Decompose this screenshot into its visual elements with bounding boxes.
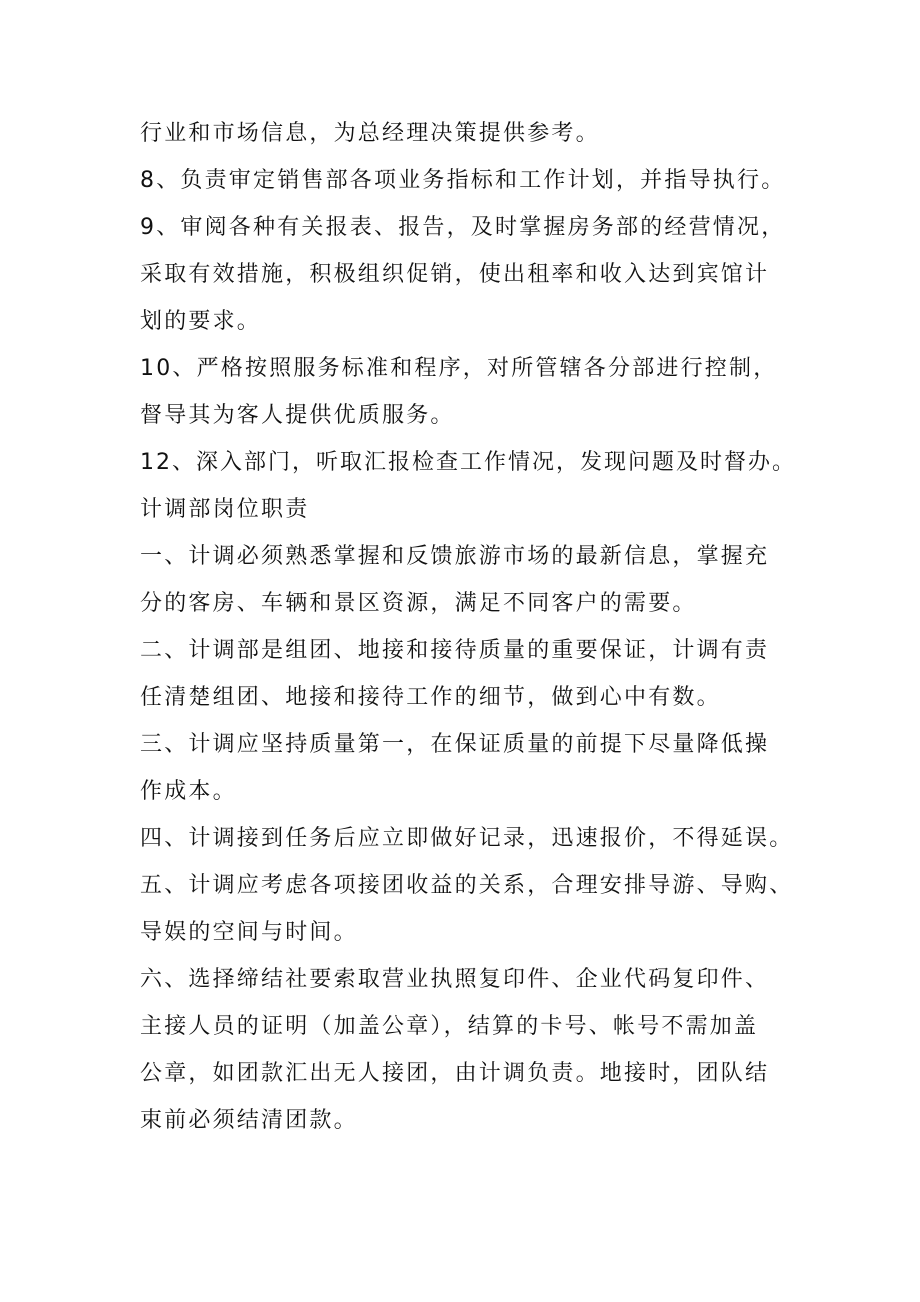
section-heading: 计调部岗位职责: [140, 497, 310, 522]
text-line: 10、严格按照服务标准和程序，对所管辖各分部进行控制，: [140, 356, 778, 381]
text-line: 四、计调接到任务后应立即做好记录，迅速报价，不得延误。: [140, 826, 794, 851]
text-line: 公章，如团款汇出无人接团，由计调负责。地接时，团队结: [140, 1061, 770, 1086]
text-line: 作成本。: [140, 779, 237, 804]
text-line: 9、审阅各种有关报表、报告，及时掌握房务部的经营情况，: [140, 215, 786, 240]
text-line: 五、计调应考虑各项接团收益的关系，合理安排导游、导购、: [140, 873, 794, 898]
text-line: 束前必须结清团款。: [140, 1108, 358, 1133]
text-line: 六、选择缔结社要索取营业执照复印件、企业代码复印件、: [140, 967, 770, 992]
document-body: [140, 110, 800, 1144]
text-line: 二、计调部是组团、地接和接待质量的重要保证，计调有责: [140, 638, 770, 663]
text-line: 主接人员的证明（加盖公章），结算的卡号、帐号不需加盖: [140, 1014, 759, 1039]
text-line: 采取有效措施，积极组织促销，使出租率和收入达到宾馆计: [140, 262, 770, 287]
text-line: 划的要求。: [140, 309, 262, 334]
text-line: 导娱的空间与时间。: [140, 920, 358, 945]
text-line: 12、深入部门，听取汇报检查工作情况，发现问题及时督办。: [140, 450, 796, 475]
text-line: 任清楚组团、地接和接待工作的细节，做到心中有数。: [140, 685, 721, 710]
text-line: 8、负责审定销售部各项业务指标和工作计划，并指导执行。: [140, 168, 786, 193]
text-line: 分的客房、车辆和景区资源，满足不同客户的需要。: [140, 591, 697, 616]
text-line: 督导其为客人提供优质服务。: [140, 403, 455, 428]
text-line: 三、计调应坚持质量第一，在保证质量的前提下尽量降低操: [140, 732, 770, 757]
text-line: 一、计调必须熟悉掌握和反馈旅游市场的最新信息，掌握充: [140, 544, 770, 569]
text-line: 行业和市场信息，为总经理决策提供参考。: [140, 121, 600, 146]
